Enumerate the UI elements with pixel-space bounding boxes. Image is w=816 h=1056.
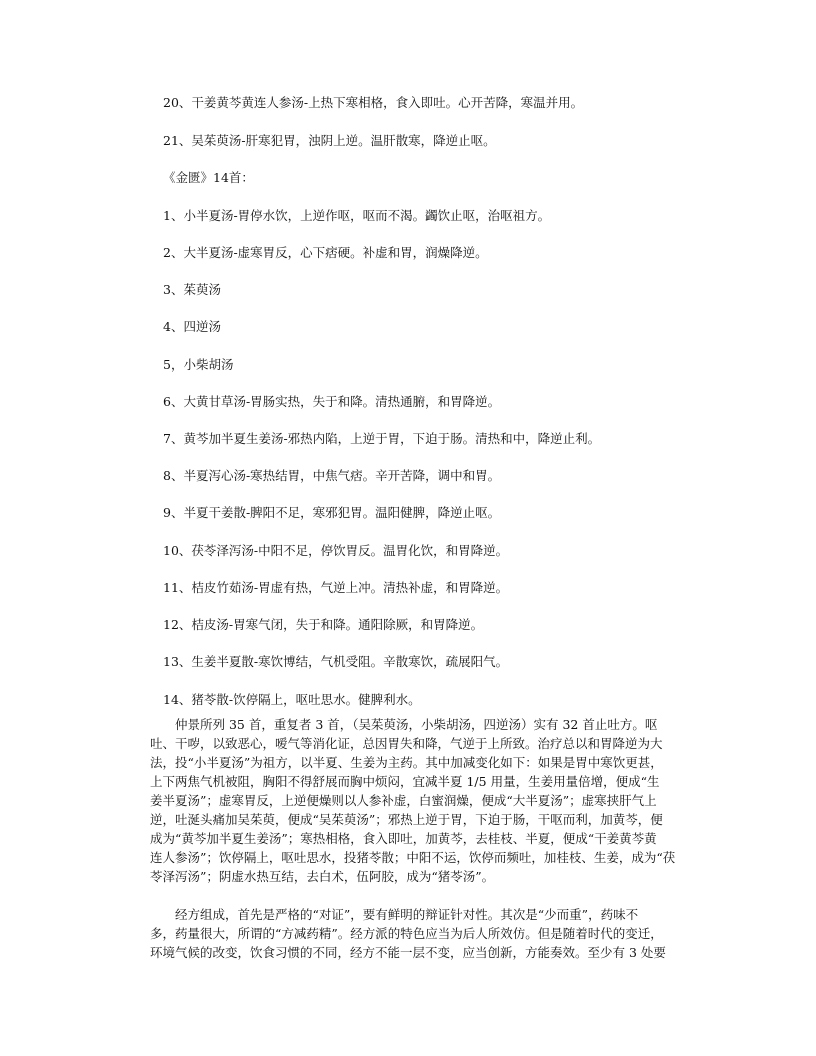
- paragraph-line: 经方组成，首先是严格的“对证”，要有鲜明的辩证针对性。其次是“少而重”，药味不: [150, 907, 639, 922]
- paragraph-line: 多，药量很大，所谓的“方减药精”。经方派的特色应当为后人所效仿。但是随着时代的变迁，: [150, 926, 663, 941]
- paragraph-line: 上下两焦气机被阻，胸阳不得舒展而胸中烦闷，宜减半夏 1/5 用量，生姜用量倍增，便成“生: [150, 774, 660, 789]
- paragraph-line: 环境气候的改变，饮食习惯的不同，经方不能一层不变，应当创新，方能奏效。至少有 3 处要: [150, 945, 666, 960]
- paragraph-line: 法，投“小半夏汤”为祖方，以半夏、生姜为主药。其中加减变化如下：如果是胃中寒饮更甚，: [150, 755, 663, 770]
- list-item: 11、桔皮竹茹汤-胃虚有热，气逆上冲。清热补虚，和胃降逆。: [163, 580, 509, 595]
- list-item: 12、桔皮汤-胃寒气闭，失于和降。通阳除厥，和胃降逆。: [163, 617, 484, 632]
- list-item: 《金匮》14首：: [163, 170, 254, 185]
- list-item: 1、小半夏汤-胃停水饮，上逆作呕，呕而不渴。蠲饮止呕，治呕祖方。: [163, 208, 551, 223]
- paragraph: [150, 715, 710, 886]
- list-item: 14、猪苓散-饮停隔上，呕吐思水。健脾利水。: [163, 692, 421, 707]
- list-item: 6、大黄甘草汤-胃肠实热，失于和降。清热通腑，和胃降逆。: [163, 394, 501, 409]
- list-item: 20、干姜黄芩黄连人参汤-上热下寒相格，食入即吐。心开苦降，寒温并用。: [163, 95, 584, 110]
- list-item: 10、茯苓泽泻汤-中阳不足，停饮胃反。温胃化饮，和胃降逆。: [163, 543, 509, 558]
- paragraph: [150, 905, 710, 962]
- paragraph-line: 吐、干哕，以致恶心，嗳气等消化证，总因胃失和降，气逆于上所致。治疗总以和胃降逆为大: [150, 736, 663, 751]
- list-item: 3、茱萸汤: [163, 282, 221, 297]
- paragraph-line: 逆，吐涎头痛加吴茱萸，便成“吴茱萸汤”；邪热上逆于胃，下迫于肠，干呕而利，加黄芩，便: [150, 812, 663, 827]
- paragraph-line: 姜半夏汤”；虚寒胃反，上逆便燥则以人参补虚，白蜜润燥，便成“大半夏汤”；虚寒挟肝气上: [150, 793, 657, 808]
- paragraph-line: 成为“黄芩加半夏生姜汤”；寒热相格，食入即吐，加黄芩，去桂枝、半夏，便成“干姜黄芩黄: [150, 831, 657, 846]
- list-item: 13、生姜半夏散-寒饮博结，气机受阻。辛散寒饮，疏展阳气。: [163, 654, 509, 669]
- list-item: 8、半夏泻心汤-寒热结胃，中焦气痞。辛开苦降，调中和胃。: [163, 468, 501, 483]
- list-item: 4、四逆汤: [163, 319, 221, 334]
- paragraph-line: 苓泽泻汤”；阴虚水热互结，去白术，伍阿胶，成为“猪苓汤”。: [150, 869, 495, 884]
- list-item: 21、吴茱萸汤-肝寒犯胃，浊阴上逆。温肝散寒，降逆止呕。: [163, 133, 496, 148]
- list-item: 7、黄芩加半夏生姜汤-邪热内陷，上逆于胃，下迫于肠。清热和中，降逆止利。: [163, 431, 601, 446]
- paragraph-line: 连人参汤”；饮停隔上，呕吐思水，投猪苓散；中阳不运，饮停而频吐，加桂枝、生姜，成为“茯: [150, 850, 676, 865]
- paragraph-line: 仲景所列 35 首，重复者 3 首，（吴茱萸汤，小柴胡汤，四逆汤）实有 32 首止吐方。呕: [150, 717, 658, 732]
- list-item: 5，小柴胡汤: [163, 357, 234, 372]
- list-item: 9、半夏干姜散-脾阳不足，寒邪犯胃。温阳健脾，降逆止呕。: [163, 505, 501, 520]
- list-item: 2、大半夏汤-虚寒胃反，心下痞硬。补虚和胃，润燥降逆。: [163, 245, 488, 260]
